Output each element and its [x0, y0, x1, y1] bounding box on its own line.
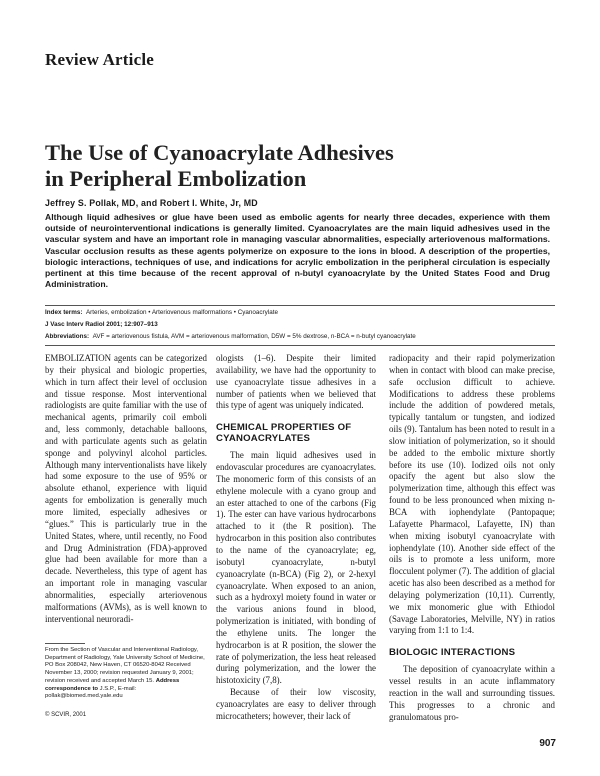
section-heading: BIOLOGIC INTERACTIONS	[389, 647, 516, 659]
affiliation-footnote	[45, 647, 210, 701]
author-list: Jeffrey S. Pollak, MD, and Robert I. White, Jr, MD	[45, 198, 258, 208]
copyright: © SCVIR, 2001	[45, 712, 87, 718]
divider	[45, 345, 555, 346]
divider	[45, 305, 555, 306]
abstract: Although liquid adhesives or glue have been used as embolic agents for nearly three decades, experience with them outside of neurointerventional indications is generally limited. Cyanoacrylates are the main liquid adhesives used in the vascular system and have an important role in managing vascular abnormalities, especially arteriovenous malformations. Vascular occlusion results as these agents polymerize on exposure to the ions in blood. A description of the properties, biologic interactions, techniques of use, and indications for acrylic embolization in the peripheral circulation is especially pertinent at this time because of the recent approval of n-butyl cyanoacrylate by the United States Food and Drug Administration.	[45, 212, 550, 290]
text-column-3	[389, 353, 555, 723]
title-line-2: in Peripheral Embolization	[45, 166, 307, 191]
footnote-divider	[45, 643, 85, 644]
index-terms	[45, 308, 555, 317]
body-paragraph: EMBOLIZATION agents can be categorized by their physical and biologic properties, which in turn affect their level of occlusion and tissue response. Most interventional radiologists are quite familiar with the use of mechanical agents, primarily coil emboli and, less commonly, detachable balloons, and with particulate agents such as gelatin sponge and polyvinyl alcohol particles. Although many interventionalists have likely had some exposure to the use of 95% or absolute ethanol, experience with liquid agents for embolization is generally much more limited, especially adhesives or “glues.” This is particularly true in the United States, where, until recently, no Food and Drug Administration (FDA)-approved glue had been available for more than a decade. Nevertheless, this type of agent has an important role in managing vascular abnormalities, especially arteriovenous malformations (AVMs), as is well known to interventional neuroradi-	[45, 353, 207, 624]
title-line-1: The Use of Cyanoacrylate Adhesives	[45, 140, 394, 165]
text-column-1	[45, 353, 207, 625]
page-number: 907	[539, 738, 556, 749]
correspondence-label: Address correspondence to	[45, 677, 180, 692]
journal-citation: J Vasc Interv Radiol 2001; 12:907–913	[45, 321, 158, 328]
section-heading: CHEMICAL PROPERTIES OF CYANOACRYLATES	[216, 422, 352, 445]
affiliation-text: From the Section of Vascular and Interventional Radiology, Department of Radiology, Yale University School of Medicine, PO Box 208042, New Haven, CT 06520-8042 Received November 13, 2000; revision requested January 9, 2001; revision received and accepted March 15.	[45, 647, 205, 684]
correspondence-text: J.S.P., E-mail: pollak@biomed.med.yale.edu	[45, 685, 137, 700]
article-title	[45, 140, 565, 192]
body-paragraph: The deposition of cyanoacrylate within a vessel results in an acute inflammatory reaction in the wall and surrounding tissues. This progresses to a chronic and granulomatous pro-	[389, 664, 555, 722]
body-paragraph: ologists (1–6). Despite their limited availability, we have had the opportunity to use cyanoacrylate tissue adhesives in a number of patients when we believed that this type of agent was uniquely indicated.	[216, 353, 376, 411]
abbreviations	[45, 332, 555, 341]
index-terms-value: Arteries, embolization • Arteriovenous malformations • Cyanoacrylate	[85, 309, 278, 316]
body-paragraph: radiopacity and their rapid polymerization when in contact with blood can make precise, safe occlusion difficult to achieve. Modifications to address these problems include the addition of powdered metals, typically tantalum or tungsten, and iodized oils (9). Tantalum has been noted to result in a slow initiation of polymerization, so it should be added to the embolic mixture shortly before its use (10). Iodized oils not only opacify the agent but also slow the polymerization time, although this effect was found to be less pronounced when mixing n-BCA with iophendylate (Pantopaque; Lafayette Pharmacol, Lafayette, IN) than when mixing isobutyl cyanoacrylate with iophendylate (10). Another side effect of the oils is to promote a less uniform, more flocculent polymer (7). The addition of glacial acetic has also been described as a method for delaying polymerization (10,11). Currently, we mix monomeric glue with Ethiodol (Savage Laboratories, Melville, NY) in ratios varying from 1:1 to 1:4.	[389, 353, 555, 636]
body-paragraph: The main liquid adhesives used in endovascular procedures are cyanoacrylates. The monomeric form of this consists of an ethylene molecule with a cyano group and an ester attached to one of the carbons (Fig 1). The ester can have various hydrocarbons attached to it (the R position). The hydrocarbon in this position also contributes to the name of the cyanoacrylate; eg, isobutyl cyanoacrylate, n-butyl cyanoacrylate (n-BCA) (Fig 2), or 2-hexyl cyanoacrylate. When exposed to an anion, such as a hydroxyl moiety found in water or the various anions found in blood, polymerization is initiated, with bonding of the ethylene units. The longer the hydrocarbon is at R position, the slower the rate of polymerization, the less heat released during polymerization, and the lower the histotoxicity (7,8).	[216, 450, 376, 686]
text-column-2	[216, 353, 376, 723]
abbreviations-label: Abbreviations:	[45, 333, 90, 340]
section-label: Review Article	[45, 50, 155, 69]
abbreviations-value: AVF = arteriovenous fistula, AVM = arteriovenous malformation, D5W = 5% dextrose, n-BCA = n-butyl cyanoacrylate	[92, 333, 416, 340]
index-terms-label: Index terms:	[45, 309, 83, 316]
body-paragraph: Because of their low viscosity, cyanoacrylates are easy to deliver through microcatheters; however, their lack of	[216, 687, 376, 721]
